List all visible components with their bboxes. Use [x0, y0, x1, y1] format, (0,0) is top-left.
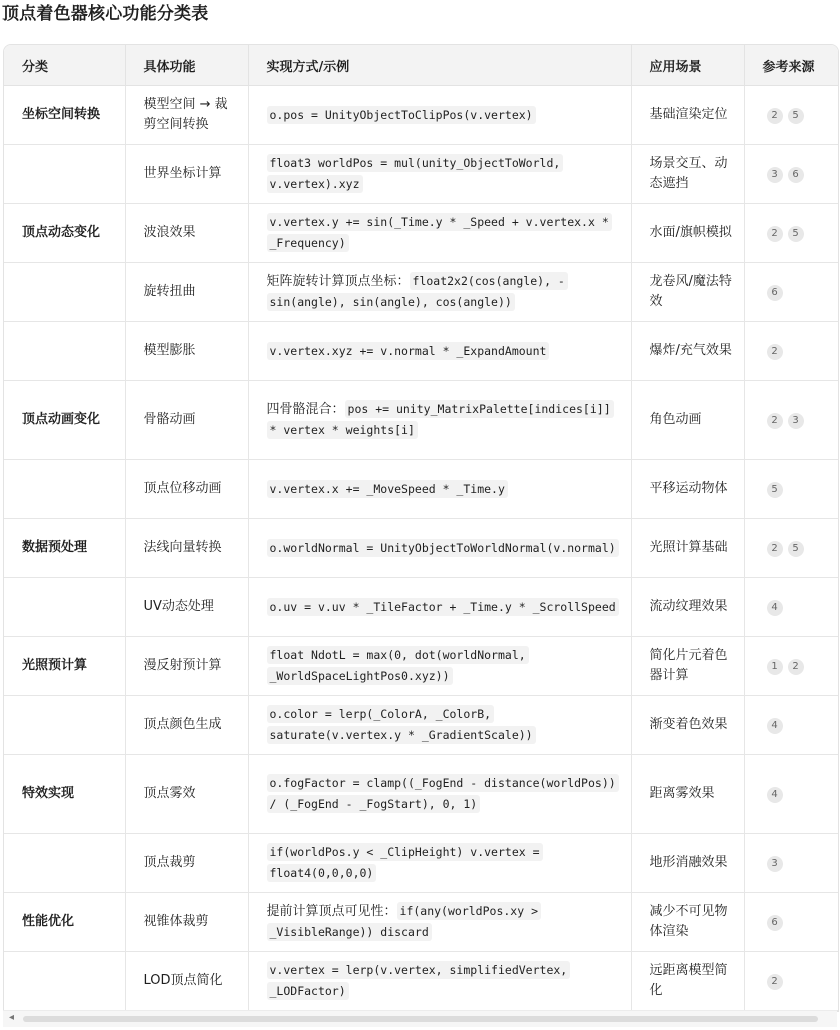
table-header-row [4, 45, 838, 86]
references-cell [744, 519, 838, 578]
table-row [4, 696, 838, 755]
implementation-cell [248, 834, 631, 893]
implementation-prefix: 矩阵旋转计算顶点坐标： [266, 274, 410, 289]
page-title: 顶点着色器核心功能分类表 [2, 4, 209, 24]
table-row [4, 86, 838, 145]
reference-badge[interactable]: 2 [767, 413, 783, 429]
implementation-cell [248, 204, 631, 263]
reference-badge[interactable]: 1 [767, 659, 783, 675]
scenario-cell: 水面/旗帜模拟 [631, 204, 744, 263]
feature-cell: LOD顶点简化 [125, 952, 248, 1011]
scrollbar-thumb[interactable] [23, 1016, 818, 1022]
table-row [4, 519, 838, 578]
feature-cell: 顶点位移动画 [125, 460, 248, 519]
scenario-cell: 爆炸/充气效果 [631, 322, 744, 381]
scenario-cell: 角色动画 [631, 381, 744, 460]
code-snippet: v.vertex = lerp(v.vertex, simplifiedVertex, _LODFactor) [267, 961, 571, 1000]
references-cell [744, 755, 838, 834]
references-cell [744, 952, 838, 1011]
code-snippet: o.fogFactor = clamp((_FogEnd - distance(worldPos)) / (_FogEnd - _FogStart), 0, 1) [267, 774, 619, 813]
reference-badge[interactable]: 5 [788, 226, 804, 242]
table-body [4, 86, 838, 1011]
reference-badge[interactable]: 5 [767, 482, 783, 498]
reference-badge[interactable]: 6 [788, 167, 804, 183]
implementation-cell [248, 696, 631, 755]
references-cell [744, 893, 838, 952]
implementation-cell [248, 755, 631, 834]
references-cell [744, 696, 838, 755]
code-snippet: float2x2(cos(angle), -sin(angle), sin(angle), cos(angle)) [267, 272, 568, 311]
header-implementation: 实现方式/示例 [248, 45, 631, 86]
reference-badge[interactable]: 6 [767, 915, 783, 931]
table-row [4, 460, 838, 519]
reference-badge[interactable]: 3 [788, 413, 804, 429]
header-references: 参考来源 [744, 45, 838, 86]
code-snippet: float3 worldPos = mul(unity_ObjectToWorld, v.vertex).xyz [267, 154, 564, 193]
category-cell [4, 696, 125, 755]
category-cell [4, 322, 125, 381]
feature-cell: 漫反射预计算 [125, 637, 248, 696]
code-snippet: o.pos = UnityObjectToClipPos(v.vertex) [267, 106, 536, 124]
implementation-cell [248, 519, 631, 578]
reference-badge[interactable]: 2 [767, 974, 783, 990]
reference-badge[interactable]: 3 [767, 856, 783, 872]
category-cell: 坐标空间转换 [4, 86, 125, 145]
code-snippet: o.uv = v.uv * _TileFactor + _Time.y * _ScrollSpeed [267, 598, 619, 616]
category-cell [4, 578, 125, 637]
reference-badge[interactable]: 2 [767, 226, 783, 242]
references-cell [744, 145, 838, 204]
table-row [4, 381, 838, 460]
code-snippet: o.color = lerp(_ColorA, _ColorB, saturate(v.vertex.y * _GradientScale)) [267, 705, 536, 744]
category-cell: 顶点动画变化 [4, 381, 125, 460]
scenario-cell: 平移运动物体 [631, 460, 744, 519]
reference-badge[interactable]: 6 [767, 285, 783, 301]
feature-cell: 顶点颜色生成 [125, 696, 248, 755]
table-row [4, 263, 838, 322]
implementation-cell [248, 263, 631, 322]
category-cell: 数据预处理 [4, 519, 125, 578]
table-container [3, 44, 839, 1012]
implementation-cell [248, 893, 631, 952]
code-snippet: v.vertex.xyz += v.normal * _ExpandAmount [267, 342, 550, 360]
implementation-cell [248, 637, 631, 696]
code-snippet: if(worldPos.y < _ClipHeight) v.vertex = float4(0,0,0,0) [267, 843, 543, 882]
table-row [4, 322, 838, 381]
scenario-cell: 光照计算基础 [631, 519, 744, 578]
scenario-cell: 简化片元着色器计算 [631, 637, 744, 696]
table-row [4, 637, 838, 696]
implementation-cell [248, 381, 631, 460]
header-feature: 具体功能 [125, 45, 248, 86]
header-category: 分类 [4, 45, 125, 86]
reference-badge[interactable]: 2 [767, 541, 783, 557]
references-cell [744, 381, 838, 460]
references-cell [744, 637, 838, 696]
code-snippet: pos += unity_MatrixPalette[indices[i]] * vertex * weights[i] [267, 400, 614, 439]
implementation-cell [248, 460, 631, 519]
category-cell [4, 460, 125, 519]
references-cell [744, 204, 838, 263]
scroll-left-arrow-icon[interactable]: ◂ [9, 1012, 15, 1023]
feature-cell: 顶点裁剪 [125, 834, 248, 893]
category-cell: 顶点动态变化 [4, 204, 125, 263]
category-cell [4, 834, 125, 893]
table-row [4, 952, 838, 1011]
code-snippet: if(any(worldPos.xy > _VisibleRange)) discard [267, 902, 542, 941]
feature-cell: 法线向量转换 [125, 519, 248, 578]
table-row [4, 893, 838, 952]
scenario-cell: 距离雾效果 [631, 755, 744, 834]
implementation-cell [248, 952, 631, 1011]
category-cell [4, 145, 125, 204]
table-row [4, 755, 838, 834]
scenario-cell: 场景交互、动态遮挡 [631, 145, 744, 204]
references-cell [744, 460, 838, 519]
scenario-cell: 流动纹理效果 [631, 578, 744, 637]
references-cell [744, 578, 838, 637]
code-snippet: v.vertex.x += _MoveSpeed * _Time.y [267, 480, 508, 498]
reference-badge[interactable]: 2 [788, 659, 804, 675]
reference-badge[interactable]: 5 [788, 541, 804, 557]
scenario-cell: 地形消融效果 [631, 834, 744, 893]
implementation-prefix: 四骨骼混合： [266, 402, 345, 417]
references-cell [744, 263, 838, 322]
code-snippet: float NdotL = max(0, dot(worldNormal, _WorldSpaceLightPos0.xyz)) [267, 646, 529, 685]
feature-cell: 波浪效果 [125, 204, 248, 263]
reference-badge[interactable]: 4 [767, 718, 783, 734]
scenario-cell: 减少不可见物体渲染 [631, 893, 744, 952]
table-row [4, 204, 838, 263]
implementation-prefix: 提前计算顶点可见性： [266, 904, 397, 919]
reference-badge[interactable]: 5 [788, 108, 804, 124]
feature-cell: 模型膨胀 [125, 322, 248, 381]
scenario-cell: 渐变着色效果 [631, 696, 744, 755]
scenario-cell: 龙卷风/魔法特效 [631, 263, 744, 322]
horizontal-scrollbar[interactable] [3, 1010, 837, 1027]
table-row [4, 578, 838, 637]
implementation-cell [248, 145, 631, 204]
feature-cell: 旋转扭曲 [125, 263, 248, 322]
category-cell [4, 952, 125, 1011]
category-cell [4, 263, 125, 322]
feature-cell: 骨骼动画 [125, 381, 248, 460]
code-snippet: v.vertex.y += sin(_Time.y * _Speed + v.vertex.x * _Frequency) [267, 213, 612, 252]
feature-cell: UV动态处理 [125, 578, 248, 637]
references-cell [744, 86, 838, 145]
implementation-cell [248, 86, 631, 145]
implementation-cell [248, 322, 631, 381]
table-row [4, 834, 838, 893]
reference-badge[interactable]: 2 [767, 344, 783, 360]
reference-badge[interactable]: 3 [767, 167, 783, 183]
reference-badge[interactable]: 2 [767, 108, 783, 124]
category-cell: 特效实现 [4, 755, 125, 834]
category-cell: 性能优化 [4, 893, 125, 952]
code-snippet: o.worldNormal = UnityObjectToWorldNormal(v.normal) [267, 539, 619, 557]
feature-table [4, 45, 838, 1011]
table-row [4, 145, 838, 204]
feature-cell: 顶点雾效 [125, 755, 248, 834]
references-cell [744, 834, 838, 893]
feature-cell: 视锥体裁剪 [125, 893, 248, 952]
references-cell [744, 322, 838, 381]
scenario-cell: 基础渲染定位 [631, 86, 744, 145]
reference-badge[interactable]: 4 [767, 787, 783, 803]
reference-badge[interactable]: 4 [767, 600, 783, 616]
implementation-cell [248, 578, 631, 637]
category-cell: 光照预计算 [4, 637, 125, 696]
header-scenario: 应用场景 [631, 45, 744, 86]
feature-cell: 模型空间 → 裁剪空间转换 [125, 86, 248, 145]
scenario-cell: 远距离模型简化 [631, 952, 744, 1011]
feature-cell: 世界坐标计算 [125, 145, 248, 204]
